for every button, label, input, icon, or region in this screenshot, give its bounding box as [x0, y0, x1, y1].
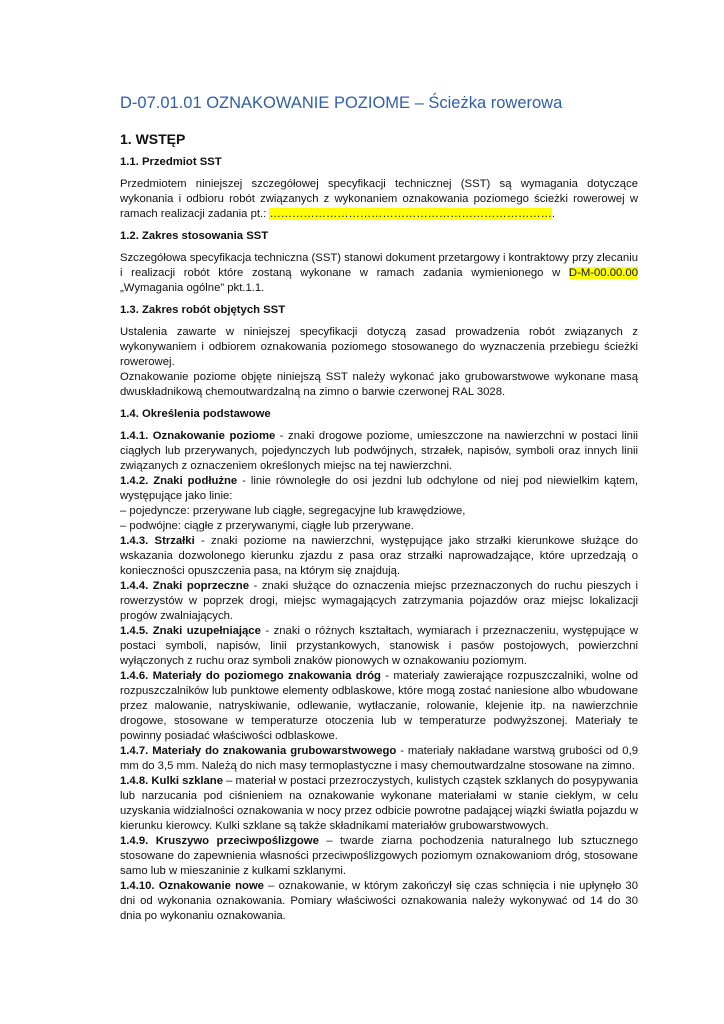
- definition-term: 1.4.5. Znaki uzupełniające: [120, 625, 261, 637]
- definition-text: – podwójne: ciągłe z przerywanymi, ciągłe lub przerywane.: [120, 520, 414, 532]
- paragraph-1-1-text: Przedmiotem niniejszej szczegółowej specyfikacji technicznej (SST) są wymagania dotyczące wykonania i odbioru robót związanych z wykonaniem oznakowania poziomego ścieżki rowerowej w ramach realizacji zadania pt.:: [120, 178, 638, 220]
- definition-text: - znaki poziome na nawierzchni, występujące jako strzałki kierunkowe służące do wskazania dozwolonego kierunku zjazdu z pasa oraz strzałki naprowadzające, które uprzedzają o konieczności opuszczenia pasa, na którym się znajdują.: [120, 535, 639, 577]
- paragraph-1-2-end: „Wymagania ogólne” pkt.1.1.: [120, 282, 265, 294]
- definition-term: 1.4.4. Znaki poprzeczne: [120, 580, 249, 592]
- definitions-list: [120, 429, 638, 924]
- subsection-heading-1-1: 1.1. Przedmiot SST: [120, 156, 222, 168]
- definition-item: [120, 429, 638, 474]
- paragraph-1-2-text: Szczegółowa specyfikacja techniczna (SST) stanowi dokument przetargowy i kontraktowy przy zlecaniu i realizacji robót które zostaną wykonane w ramach zadania wymienionego w: [120, 252, 639, 279]
- definition-term: 1.4.1. Oznakowanie poziome: [120, 430, 276, 442]
- definition-item: [120, 669, 638, 744]
- definition-item: [120, 519, 638, 534]
- definition-item: [120, 504, 638, 519]
- section-heading-wstep: 1. WSTĘP: [120, 131, 186, 147]
- definition-text: – oznakowanie, w którym zakończył się czas schnięcia i nie upłynęło 30 dni od wykonania oznakowania. Pomiary właściwości oznakowania należy wykonywać od 14 do 30 dnia po wykonaniu oznakowania.: [120, 880, 638, 922]
- definition-term: 1.4.2. Znaki podłużne: [120, 475, 238, 487]
- definition-item: [120, 834, 638, 879]
- definition-item: [120, 624, 638, 669]
- paragraph-1-1-end: .: [551, 208, 556, 220]
- subsection-heading-1-4: 1.4. Określenia podstawowe: [120, 408, 271, 420]
- paragraph-1-2: [120, 251, 638, 296]
- definition-item: [120, 879, 638, 924]
- definition-term: 1.4.9. Kruszywo przeciwpoślizgowe: [120, 835, 319, 847]
- definition-item: [120, 774, 638, 834]
- definition-text: – twarde ziarna pochodzenia naturalnego lub sztucznego stosowane do zapewnienia własności przeciwpoślizgowych poziomym oznakowaniom dróg, stosowane samo lub w mieszaninie z kulkami szklanymi.: [120, 835, 638, 877]
- definition-term: 1.4.3. Strzałki: [120, 535, 195, 547]
- definition-item: [120, 534, 638, 579]
- highlighted-code: D-M-00.00.00: [568, 267, 638, 279]
- subsection-heading-1-2: 1.2. Zakres stosowania SST: [120, 230, 269, 242]
- highlighted-placeholder: …………………………………………………………………: [269, 208, 552, 220]
- definition-term: 1.4.7. Materiały do znakowania grubowarstwowego: [120, 745, 397, 757]
- definition-term: 1.4.6. Materiały do poziomego znakowania dróg: [120, 670, 381, 682]
- definition-text: – pojedyncze: przerywane lub ciągłe, segregacyjne lub krawędziowe,: [120, 505, 466, 517]
- document-page: [120, 92, 638, 924]
- paragraph-1-3-b: Oznakowanie poziome objęte niniejszą SST należy wykonać jako grubowarstwowe wykonane masą dwuskładnikową chemoutwardzalną na zimno o barwie czerwonej RAL 3028.: [120, 371, 638, 398]
- definition-term: 1.4.10. Oznakowanie nowe: [120, 880, 264, 892]
- document-title: D-07.01.01 OZNAKOWANIE POZIOME – Ścieżka rowerowa: [120, 94, 563, 112]
- definition-text: - materiały zawierające rozpuszczalniki, wolne od rozpuszczalników lub punktowe elementy odblaskowe, które mogą zostać naniesione albo wbudowane przez malowanie, natryskiwanie, odlewanie, wytłaczanie, rolowanie, klejenie itp. na nawierzchnie drogowe, stosowane w temperaturze otoczenia lub w temperaturze podwyższonej. Materiały te powinny posiadać właściwości odblaskowe.: [120, 670, 639, 742]
- definition-text: - linie równoległe do osi jezdni lub odchylone od niej pod niewielkim kątem, występujące jako linie:: [120, 475, 638, 502]
- definition-item: [120, 744, 638, 774]
- definition-term: 1.4.8. Kulki szklane: [120, 775, 223, 787]
- subsection-heading-1-3: 1.3. Zakres robót objętych SST: [120, 304, 286, 316]
- definition-item: [120, 474, 638, 504]
- definition-text: – materiał w postaci przezroczystych, kulistych cząstek szklanych do posypywania lub narzucania pod ciśnieniem na oznakowanie wykonane materiałami w stanie ciekłym, w celu uzyskania widzialności oznakowania w nocy przez odbicie powrotne padającej wiązki światła pojazdu w kierunku kierowcy. Kulki szklane są także składnikami materiałów grubowarstwowych.: [120, 775, 638, 832]
- definition-text: - znaki o różnych kształtach, wymiarach i przeznaczeniu, występujące w postaci symboli, napisów, linii przystankowych, stanowisk i pasów postojowych, powierzchni wyłączonych z ruchu oraz symboli znaków pionowych w oznakowaniu poziomym.: [120, 625, 638, 667]
- paragraph-1-3-a: Ustalenia zawarte w niniejszej specyfikacji dotyczą zasad prowadzenia robót związanych z wykonywaniem i odbiorem oznakowania poziomego stosowanego do wyznaczenia przebiegu ścieżki rowerowej.: [120, 326, 638, 368]
- paragraph-1-1: [120, 177, 638, 222]
- definition-text: - znaki służące do oznaczenia miejsc przeznaczonych do ruchu pieszych i rowerzystów w poprzek drogi, miejsc wymagających zatrzymania pojazdów oraz miejsc lokalizacji progów zwalniających.: [120, 580, 638, 622]
- definition-text: - znaki drogowe poziome, umieszczone na nawierzchni w postaci linii ciągłych lub przerywanych, pojedynczych lub podwójnych, strzałek, napisów, symboli oraz innych linii związanych z oznaczeniem określonych miejsc na tej nawierzchni.: [120, 430, 638, 472]
- definition-text: - materiały nakładane warstwą grubości od 0,9 mm do 3,5 mm. Należą do nich masy termoplastyczne i masy chemoutwardzalne stosowane na zimno.: [120, 745, 638, 772]
- definition-item: [120, 579, 638, 624]
